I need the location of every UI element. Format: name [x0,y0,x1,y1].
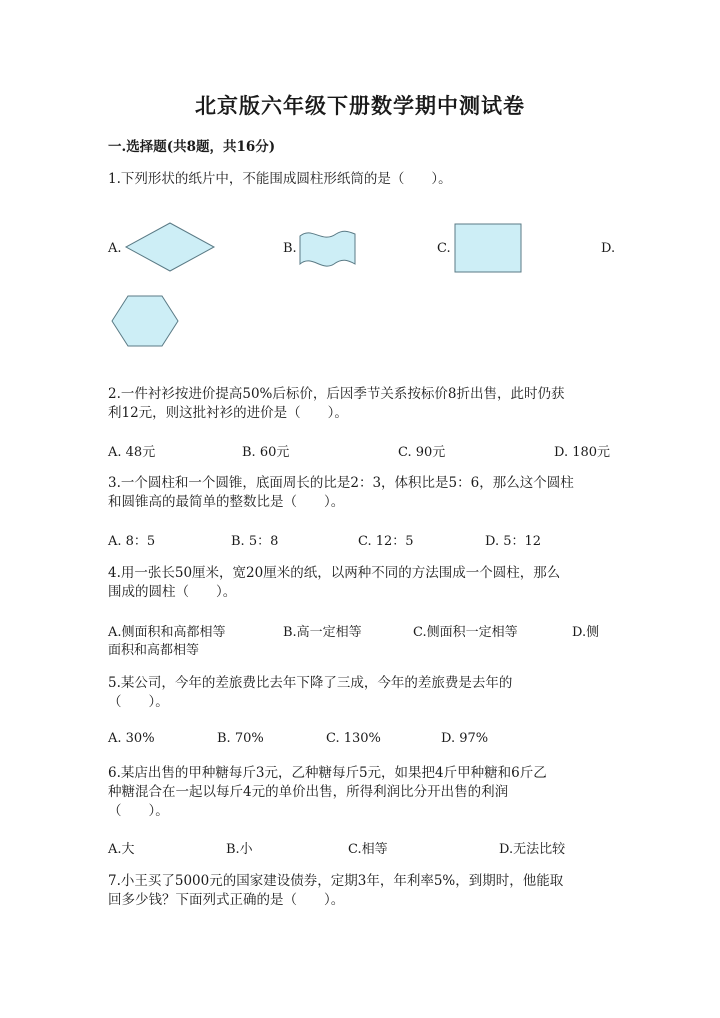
question-1 [108,170,620,189]
q4-option-c: C.侧面积一定相等 [413,625,518,640]
q3-option-b: B. 5：8 [231,534,279,549]
q6-option-c: C.相等 [348,842,388,857]
q1-wavy-flag-shape [298,228,358,272]
q2-option-a: A. 48元 [108,445,156,460]
q1-rectangle-shape [454,223,522,273]
question-7-line-1: 7.小王买了5000元的国家建设债券，定期3年，年利率5%，到期时，他能取 [108,873,564,889]
section-heading: 一.选择题(共8题，共16分) [108,139,276,155]
question-6-line-1: 6.某店出售的甲种糖每斤3元，乙种糖每斤5元，如果把4斤甲种糖和6斤乙 [108,765,547,781]
question-3-line-2: 和圆锥高的最简单的整数比是（ ）。 [108,494,345,510]
q4-option-b: B.高一定相等 [283,625,362,640]
question-5-line-2: （ ）。 [108,694,169,710]
q2-option-b: B. 60元 [242,445,290,460]
q5-option-c: C. 130% [326,731,381,746]
q1-option-a-label: A. [108,241,122,256]
q3-option-d: D. 5：12 [485,534,542,549]
q5-option-a: A. 30% [108,731,155,746]
question-5-line-1: 5.某公司，今年的差旅费比去年下降了三成，今年的差旅费是去年的 [108,675,513,691]
question-4-line-1: 4.用一张长50厘米，宽20厘米的纸，以两种不同的方法围成一个圆柱，那么 [108,565,561,581]
q5-option-b: B. 70% [217,731,264,746]
question-2-line-2: 利12元，则这批衬衫的进价是（ ）。 [108,405,348,421]
page-title: 北京版六年级下册数学期中测试卷 [195,93,525,118]
question-1-text: 1.下列形状的纸片中，不能围成圆柱形纸筒的是（ ）。 [108,171,452,187]
question-2 [108,385,620,423]
q1-option-c-label: C. [437,241,451,256]
q3-option-a: A. 8：5 [108,534,156,549]
q2-option-d: D. 180元 [554,445,611,460]
q6-option-b: B.小 [226,842,253,857]
q6-option-d: D.无法比较 [499,842,566,857]
q4-option-a: A.侧面积和高都相等 [108,625,226,640]
q1-option-d-label: D. [601,241,616,256]
question-4-line-2: 围成的圆柱（ ）。 [108,584,237,600]
question-6 [108,764,620,821]
question-3-line-1: 3.一个圆柱和一个圆锥，底面周长的比是2：3，体积比是5：6，那么这个圆柱 [108,475,574,491]
question-5 [108,674,620,712]
q1-hexagon-shape [110,294,180,348]
q1-rhombus-shape [124,221,216,273]
q5-option-d: D. 97% [441,731,489,746]
q4-option-d-wrap: 面积和高都相等 [108,643,200,658]
question-4 [108,564,620,602]
question-2-line-1: 2.一件衬衫按进价提高50%后标价，后因季节关系按标价8折出售，此时仍获 [108,386,565,402]
question-7 [108,872,620,910]
question-6-line-3: （ ）。 [108,803,169,819]
q2-option-c: C. 90元 [398,445,446,460]
question-7-line-2: 回多少钱？下面列式正确的是（ ）。 [108,892,345,908]
q4-option-d: D.侧 [572,625,600,640]
question-6-line-2: 种糖混合在一起以每斤4元的单价出售，所得利润比分开出售的利润 [108,784,509,800]
question-3 [108,474,620,512]
q1-option-b-label: B. [283,241,297,256]
q3-option-c: C. 12：5 [358,534,414,549]
q6-option-a: A.大 [108,842,135,857]
